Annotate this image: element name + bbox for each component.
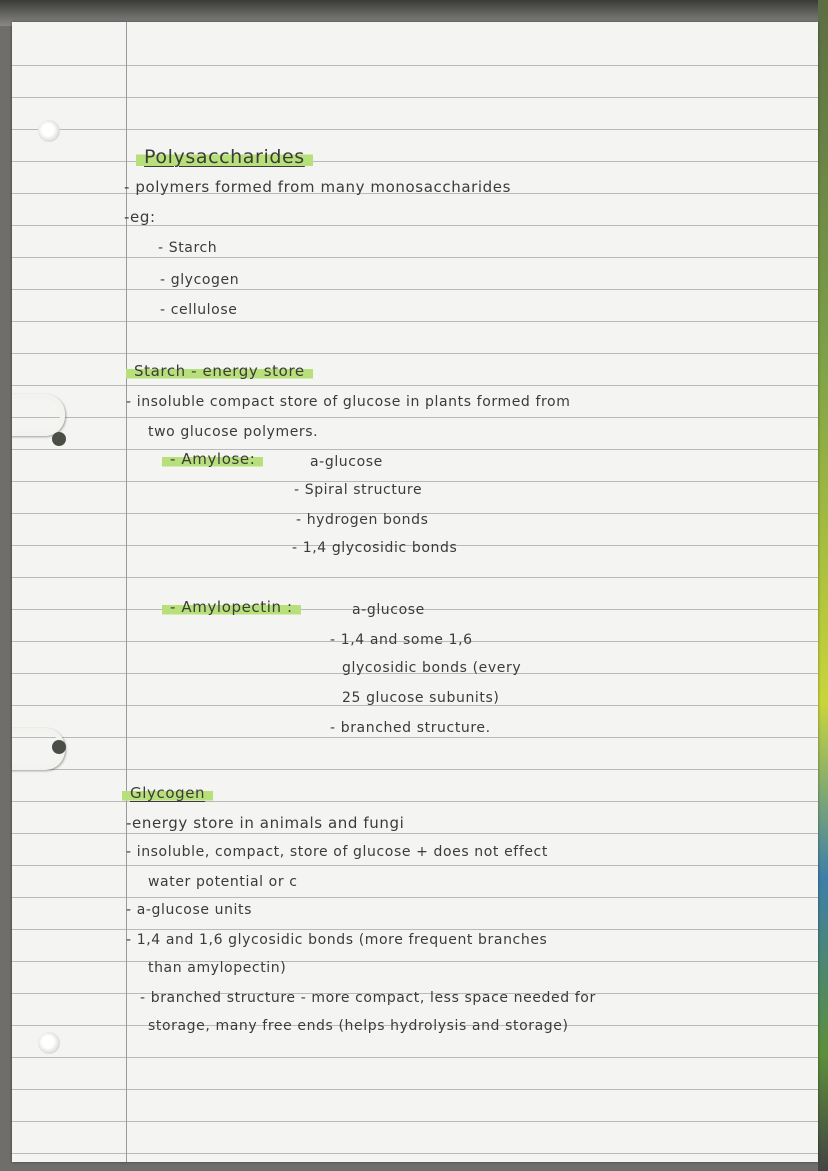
glycogen-alpha-glucose: - a-glucose units [126, 902, 253, 918]
starch-description-cont: two glucose polymers. [148, 424, 319, 440]
example-cellulose: - cellulose [160, 302, 238, 318]
binder-ring-upper [12, 394, 65, 436]
amylose-spiral: - Spiral structure [294, 482, 423, 498]
glycogen-storage: storage, many free ends (helps hydrolysis and storage) [148, 1018, 569, 1034]
amylopectin-branched: - branched structure. [330, 720, 491, 736]
amylose-glycosidic: - 1,4 glycosidic bonds [292, 540, 458, 556]
example-starch: - Starch [158, 240, 218, 256]
amylose-alpha-glucose: a-glucose [310, 454, 383, 470]
glycogen-branched: - branched structure - more compact, less space needed for [140, 990, 596, 1006]
example-glycogen: - glycogen [160, 272, 240, 288]
binder-ring-lower-end [52, 740, 66, 754]
amylopectin-label: - Amylopectin : [162, 598, 301, 616]
notebook-page [12, 22, 818, 1162]
glycogen-glycosidic-cont: than amylopectin) [148, 960, 287, 976]
binder-ring-upper-end [52, 432, 66, 446]
glycogen-insoluble: - insoluble, compact, store of glucose + does not effect [126, 844, 548, 860]
punch-hole-bottom [38, 1032, 60, 1054]
starch-description: - insoluble compact store of glucose in plants formed from [126, 394, 571, 410]
starch-heading: Starch - energy store [126, 362, 313, 380]
amylopectin-bonds-cont: glycosidic bonds (every [342, 660, 522, 676]
glycogen-water-potential: water potential or c [148, 874, 298, 890]
glycogen-heading: Glycogen [122, 784, 213, 802]
glycogen-glycosidic: - 1,4 and 1,6 glycosidic bonds (more frequent branches [126, 932, 548, 948]
punch-hole-top [38, 120, 60, 142]
amylopectin-alpha-glucose: a-glucose [352, 602, 425, 618]
amylopectin-bonds: - 1,4 and some 1,6 [330, 632, 473, 648]
polysaccharides-heading: Polysaccharides [136, 146, 313, 168]
amylose-label: - Amylose: [162, 450, 263, 468]
background-pages-edge [818, 0, 828, 1171]
glycogen-energy-store: -energy store in animals and fungi [126, 814, 405, 832]
amylopectin-subunits: 25 glucose subunits) [342, 690, 500, 706]
amylose-hydrogen-bonds: - hydrogen bonds [296, 512, 429, 528]
polysaccharides-definition: - polymers formed from many monosaccharides [124, 178, 512, 196]
polysaccharides-eg: -eg: [124, 208, 156, 226]
